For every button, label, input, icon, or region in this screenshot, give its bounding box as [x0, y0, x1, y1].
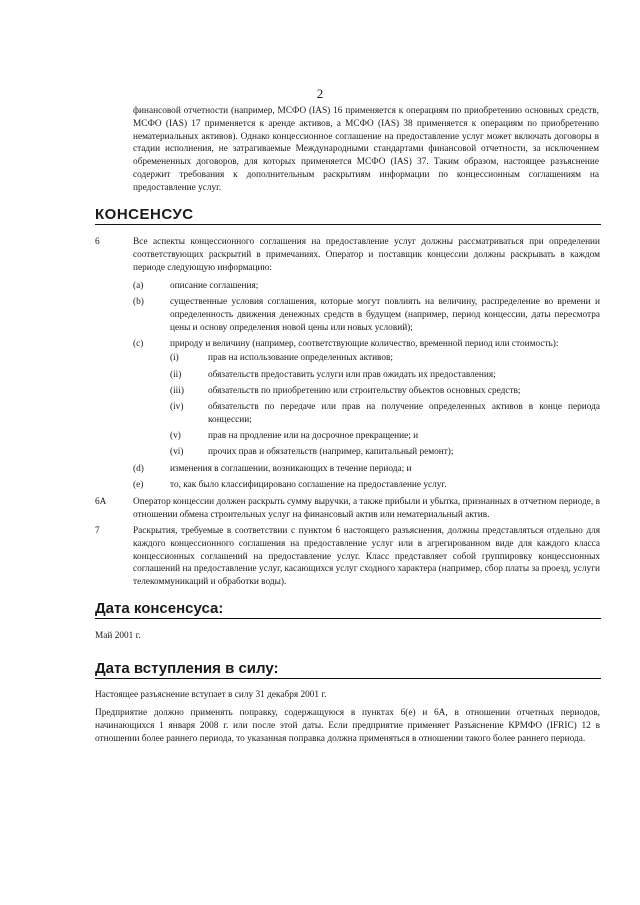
- effective-date-text-2: Предприятие должно применять поправку, содержащуюся в пунктах 6(e) и 6A, в отношении отчетных периодов, начинающихся 1 января 2008 г. или после этой даты. Если предприятие применяет Разъяснение КРМФО (IFRIC) 12 в отношении более раннего периода, то указанная поправка должна применяться в отношении такого более раннего периода.: [95, 708, 600, 744]
- paragraph-6a-text: Оператор концессии должен раскрыть сумму выручки, а также прибыли и убытка, признанных в отчетном периоде, в отношении обмена строительных услуг на финансовый актив или нематериальный актив.: [133, 497, 600, 520]
- subitem-label-vi: (vi): [170, 447, 184, 457]
- effective-date-heading: Дата вступления в силу:: [95, 660, 601, 679]
- effective-date-text-1: Настоящее разъяснение вступает в силу 31 декабря 2001 г.: [95, 690, 327, 700]
- subitem-text-v: прав на продление или на досрочное прекращение; и: [208, 431, 419, 441]
- subitem-label-iii: (iii): [170, 386, 184, 396]
- paragraph-6-text: Все аспекты концессионного соглашения на предоставление услуг должны рассматриваться при определении соответствующих раскрытий в примечаниях. Оператор и поставщик концессии должны раскрывать в каждом периоде следующую информацию:: [133, 237, 600, 273]
- item-text-c: природу и величину (например, соответствующие количество, временной период или стоимость):: [170, 339, 559, 349]
- subitem-label-iv: (iv): [170, 402, 184, 412]
- item-label-e: (e): [133, 480, 144, 490]
- paragraph-number-6a: 6A: [95, 497, 107, 507]
- subitem-label-i: (i): [170, 353, 179, 363]
- subitem-text-i: прав на использование определенных активов;: [208, 353, 394, 363]
- consensus-heading: КОНСЕНСУС: [95, 206, 601, 225]
- item-text-d: изменения в соглашении, возникающих в течение периода; и: [170, 464, 412, 474]
- paragraph-number-7: 7: [95, 526, 100, 536]
- intro-paragraph: финансовой отчетности (например, МСФО (IAS) 16 применяется к операциям по приобретению основных средств, МСФО (IAS) 17 применяется к аренде активов, а МСФО (IAS) 38 применяется к операциям по приобретению нематериальных активов). Однако концессионное соглашение на предоставление услуг может включать договоры в стадии исполнения, не затрагиваемые Международными стандартами финансовой отчетности, за исключением обремененных договоров, для которых применяется МСФО (IAS) 37. Таким образом, настоящее разъяснение содержит требования к дополнительным раскрытиям информации по концессионным соглашениям на предоставление услуг.: [133, 106, 599, 193]
- subitem-label-ii: (ii): [170, 370, 182, 380]
- subitem-text-vi: прочих прав и обязательств (например, капитальный ремонт);: [208, 447, 454, 457]
- subitem-label-v: (v): [170, 431, 181, 441]
- item-text-a: описание соглашения;: [170, 281, 259, 291]
- item-label-d: (d): [133, 464, 144, 474]
- item-label-c: (c): [133, 339, 144, 349]
- consensus-date-heading: Дата консенсуса:: [95, 600, 601, 619]
- paragraph-7-text: Раскрытия, требуемые в соответствии с пунктом 6 настоящего разъяснения, должны представляться отдельно для каждого концессионного соглашения на предоставление услуг или в агрегированном виде для каждого класса концессионных соглашений на предоставление услуг. Класс представляет собой группировку концессионных соглашений на предоставление услуг, касающихся услуг сходного характера (например, сбор платы за проезд, услуги телекоммуникаций и обработки воды).: [133, 526, 600, 588]
- subitem-text-ii: обязательств предоставить услуги или прав ожидать их предоставления;: [208, 370, 496, 380]
- paragraph-number-6: 6: [95, 237, 100, 247]
- item-label-a: (a): [133, 281, 144, 291]
- item-text-e: то, как было классифицировано соглашение на предоставление услуг.: [170, 480, 447, 490]
- consensus-date-text: Май 2001 г.: [95, 631, 141, 641]
- page-number: 2: [316, 86, 324, 101]
- subitem-text-iv: обязательств по передаче или прав на получение определенных активов в конце периода концессии;: [208, 402, 600, 425]
- subitem-text-iii: обязательств по приобретению или строительству объектов основных средств;: [208, 386, 521, 396]
- item-label-b: (b): [133, 297, 144, 307]
- item-text-b: существенные условия соглашения, которые могут повлиять на величину, распределение во времени и определенность движения денежных средств в будущем (например, период концессии, даты пересмотра цены и основу определения новой цены или новых условий);: [170, 297, 600, 333]
